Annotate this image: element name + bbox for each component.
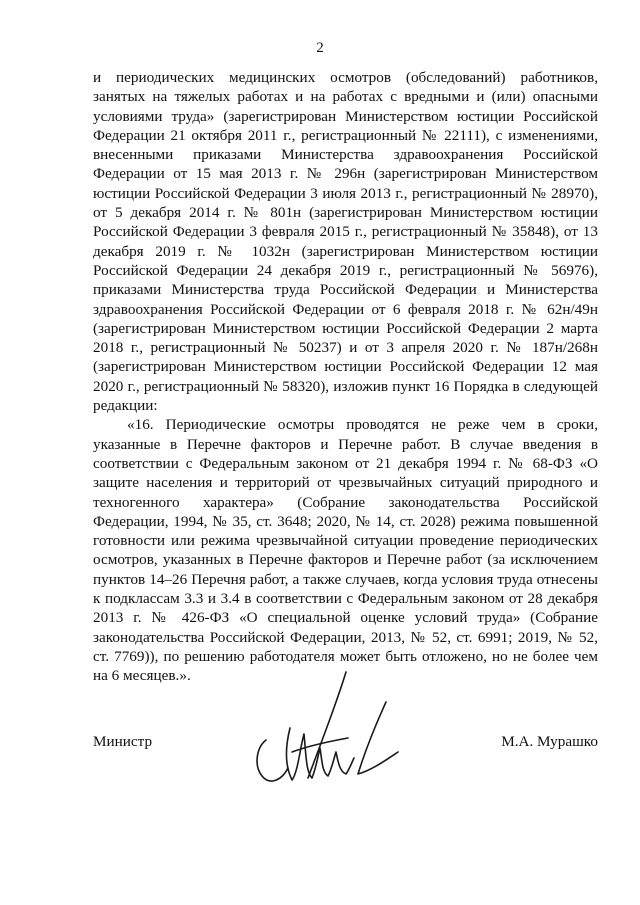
document-body xyxy=(93,68,598,686)
page-number: 2 xyxy=(316,40,324,56)
paragraph-item-16: «16. Периодические осмотры проводятся не реже чем в сроки, указанные в Перечне факторов и Перечне работ. В случае введения в соответствии с Федеральным законом от 21 декабря 1994 г. № 68-ФЗ «О защите населения и территорий от чрезвычайных ситуаций природного и техногенного характера» (Собрание законодательства Российской Федерации, 1994, № 35, ст. 3648; 2020, № 14, ст. 2028) режима повышенной готовности или режима чрезвычайной ситуации проведение периодических осмотров, указанных в Перечне факторов и Перечне работ (за исключением пунктов 14–26 Перечня работ, а также случаев, когда условия труда отнесены к подклассам 3.3 и 3.4 в соответствии с Федеральным законом от 28 декабря 2013 г. № 426-ФЗ «О специальной оценке условий труда» (Собрание законодательства Российской Федерации, 2013, № 52, ст. 6991; 2019, № 52, ст. 7769)), по решению работодателя может быть отложено, но не более чем на 6 месяцев.». xyxy=(93,416,598,685)
paragraph-continuation: и периодических медицинских осмотров (обследований) работников, занятых на тяжелых работах и на работах с вредными и (или) опасными условиями труда» (зарегистрирован Министерством юстиции Российской Федерации 21 октября 2011 г., регистрационный № 22111), с изменениями, внесенными приказами Министерства здравоохранения Российской Федерации от 15 мая 2013 г. № 296н (зарегистрирован Министерством юстиции Российской Федерации 3 июля 2013 г., регистрационный № 28970), от 5 декабря 2014 г. № 801н (зарегистрирован Министерством юстиции Российской Федерации 3 февраля 2015 г., регистрационный № 35848), от 13 декабря 2019 г. № 1032н (зарегистрирован Министерством юстиции Российской Федерации 24 декабря 2019 г., регистрационный № 56976), приказами Министерства труда Российской Федерации и Министерства здравоохранения Российской Федерации от 6 февраля 2018 г. № 62н/49н (зарегистрирован Министерством юстиции Российской Федерации 2 марта 2018 г., регистрационный № 50237) и от 3 апреля 2020 г. № 187н/268н (зарегистрирован Министерством юстиции Российской Федерации 12 мая 2020 г., регистрационный № 58320), изложив пункт 16 Порядка в следующей редакции: xyxy=(93,69,598,415)
handwritten-signature xyxy=(248,668,408,798)
signatory-title: Министр xyxy=(93,733,153,750)
signatory-name: М.А. Мурашко xyxy=(501,733,598,750)
